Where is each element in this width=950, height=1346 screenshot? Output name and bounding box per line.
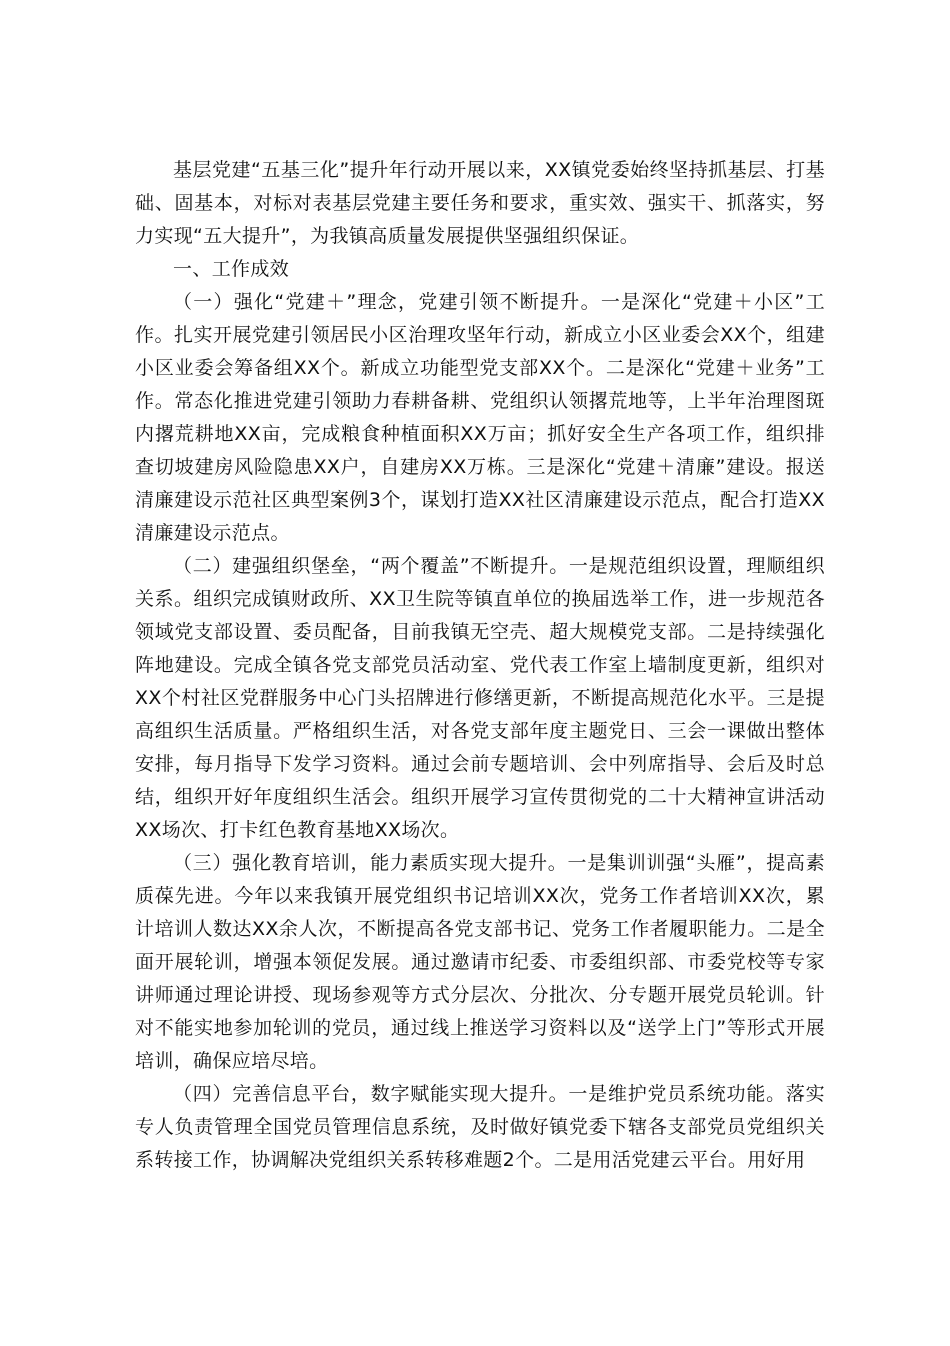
paragraph-section-1: （一）强化“党建＋”理念，党建引领不断提升。一是深化“党建＋小区”工作。扎实开展党建引领居民小区治理攻坚年行动，新成立小区业委会XX个，组建小区业委会筹备组XX个。新成立功能型党支部XX个。二是深化“党建＋业务”工作。常态化推进党建引领助力春耕备耕、党组织认领撂荒地等，上半年治理图斑内撂荒耕地XX亩，完成粮食种植面积XX万亩；抓好安全生产各项工作，组织排查切坡建房风险隐患XX户，自建房XX万栋。三是深化“党建＋清廉”建设。报送清廉建设示范社区典型案例3个，谋划打造XX社区清廉建设示范点，配合打造XX清廉建设示范点。: [135, 291, 825, 544]
paragraph-section-2: （二）建强组织堡垒，“两个覆盖”不断提升。一是规范组织设置，理顺组织关系。组织完成镇财政所、XX卫生院等镇直单位的换届选举工作，进一步规范各领域党支部设置、委员配备，目前我镇无空壳、超大规模党支部。二是持续强化阵地建设。完成全镇各党支部党员活动室、党代表工作室上墙制度更新，组织对XX个村社区党群服务中心门头招牌进行修缮更新，不断提高规范化水平。三是提高组织生活质量。严格组织生活，对各党支部年度主题党日、三会一课做出整体安排，每月指导下发学习资料。通过会前专题培训、会中列席指导、会后及时总结，组织开好年度组织生活会。组织开展学习宣传贯彻党的二十大精神宣讲活动XX场次、打卡红色教育基地XX场次。: [135, 555, 825, 841]
paragraph-section-3: （三）强化教育培训，能力素质实现大提升。一是集训训强“头雁”，提高素质葆先进。今年以来我镇开展党组织书记培训XX次，党务工作者培训XX次，累计培训人数达XX余人次，不断提高各党支部书记、党务工作者履职能力。二是全面开展轮训，增强本领促发展。通过邀请市纪委、市委组织部、市委党校等专家讲师通过理论讲授、现场参观等方式分层次、分批次、分专题开展党员轮训。针对不能实地参加轮训的党员，通过线上推送学习资料以及“送学上门”等形式开展培训，确保应培尽培。: [135, 852, 825, 1072]
intro-paragraph: 基层党建“五基三化”提升年行动开展以来，XX镇党委始终坚持抓基层、打基础、固基本，对标对表基层党建主要任务和要求，重实效、强实干、抓落实，努力实现“五大提升”，为我镇高质量发展提供坚强组织保证。: [135, 159, 825, 247]
paragraph-section-4: （四）完善信息平台，数字赋能实现大提升。一是维护党员系统功能。落实专人负责管理全国党员管理信息系统，及时做好镇党委下辖各支部党员党组织关系转接工作，协调解决党组织关系转移难题2个。二是用活党建云平台。用好用: [135, 1083, 825, 1171]
section-heading-work-results: 一、工作成效: [173, 258, 290, 280]
document-body: [135, 154, 825, 1177]
